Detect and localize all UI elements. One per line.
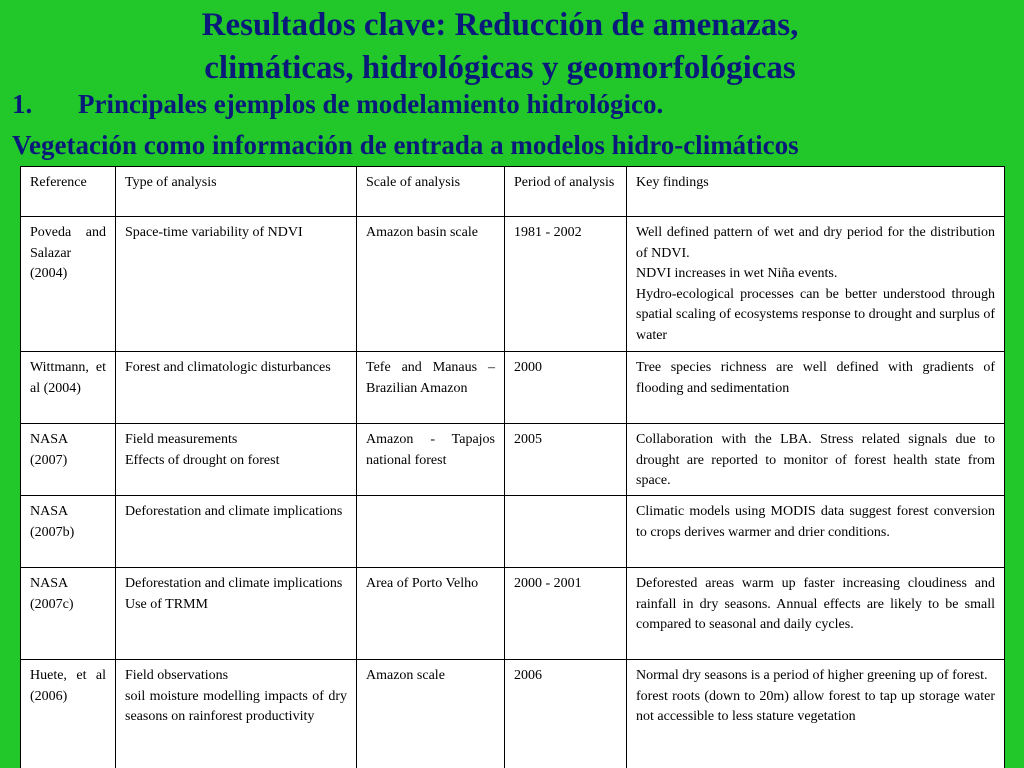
findings-cell [627, 352, 1005, 424]
findings-cell-line: Deforested areas warm up faster increasing cloudiness and rainfall in dry seasons. Annual effects are likely to be small compared to seasonal and daily cycles. [636, 576, 995, 632]
table-row [21, 496, 1005, 568]
title-line-1: Resultados clave: Reducción de amenazas, [201, 7, 799, 43]
scale-cell: Area of Porto Velho [357, 568, 505, 660]
findings-cell [627, 424, 1005, 496]
header-period: Period of analysis [505, 167, 627, 217]
type-cell-line: Effects of drought on forest [125, 452, 280, 468]
subtitle-1 [12, 87, 663, 121]
period-cell: 1981 - 2002 [505, 217, 627, 352]
type-cell [116, 568, 357, 660]
subtitle-1-number: 1. [12, 89, 33, 119]
type-cell-line: Deforestation and climate implications [125, 504, 343, 519]
period-cell: 2000 - 2001 [505, 568, 627, 660]
reference-cell: Huete, et al (2006) [21, 660, 116, 768]
table-row [21, 424, 1005, 496]
scale-cell: Amazon - Tapajos national forest [357, 424, 505, 496]
type-cell [116, 217, 357, 352]
findings-cell-line: Tree species richness are well defined with gradients of flooding and sedimentation [636, 360, 995, 396]
findings-cell-line: Climatic models using MODIS data suggest forest conversion to crops derives warmer and drier conditions. [636, 504, 995, 540]
findings-cell-line: Hydro-ecological processes can be better understood through spatial scaling of ecosystems response to drought and surplus of water [636, 286, 995, 343]
scale-cell: Tefe and Manaus – Brazilian Amazon [357, 352, 505, 424]
table-row [21, 568, 1005, 660]
type-cell [116, 660, 357, 768]
findings-cell-line: forest roots (down to 20m) allow forest to tap up storage water not accessible to less stature vegetation [636, 688, 995, 724]
subtitle-1-text: Principales ejemplos de modelamiento hidrológico. [78, 89, 664, 119]
reference-table [20, 166, 1005, 768]
findings-cell [627, 568, 1005, 660]
findings-cell-line: Well defined pattern of wet and dry period for the distribution of NDVI. [636, 225, 995, 261]
type-cell-line: Forest and climatologic disturbances [125, 360, 331, 375]
period-cell: 2006 [505, 660, 627, 768]
reference-cell: Wittmann, et al (2004) [21, 352, 116, 424]
period-cell: 2005 [505, 424, 627, 496]
slide-title [0, 4, 1000, 90]
scale-cell: Amazon scale [357, 660, 505, 768]
findings-cell-line: Normal dry seasons is a period of higher greening up of forest. [636, 668, 988, 683]
type-cell-line: soil moisture modelling impacts of dry seasons on rainforest productivity [125, 688, 347, 724]
type-cell [116, 352, 357, 424]
reference-cell: NASA (2007c) [21, 568, 116, 660]
type-cell [116, 496, 357, 568]
type-cell [116, 424, 357, 496]
header-scale: Scale of analysis [357, 167, 505, 217]
findings-cell-line: NDVI increases in wet Niña events. [636, 266, 838, 281]
reference-cell: NASA (2007) [21, 424, 116, 496]
findings-cell [627, 496, 1005, 568]
header-findings: Key findings [627, 167, 1005, 217]
table-row [21, 352, 1005, 424]
type-cell-line: Deforestation and climate implications [125, 576, 343, 591]
period-cell [505, 496, 627, 568]
findings-cell-line: Collaboration with the LBA. Stress related signals due to drought are reported to monitor of forest health state from space. [636, 432, 995, 488]
subtitle-2: Vegetación como información de entrada a modelos hidro-climáticos [12, 130, 799, 160]
scale-cell: Amazon basin scale [357, 217, 505, 352]
type-cell-line: Field observations [125, 668, 229, 683]
header-type: Type of analysis [116, 167, 357, 217]
title-line-2: climáticas, hidrológicas y geomorfológicas [204, 50, 796, 86]
findings-cell [627, 660, 1005, 768]
table-row [21, 217, 1005, 352]
table-header-row [21, 167, 1005, 217]
reference-cell: Poveda and Salazar (2004) [21, 217, 116, 352]
type-cell-line: Use of TRMM [125, 596, 208, 612]
period-cell: 2000 [505, 352, 627, 424]
type-cell-line: Space-time variability of NDVI [125, 225, 303, 240]
reference-cell: NASA (2007b) [21, 496, 116, 568]
table-row [21, 660, 1005, 768]
scale-cell [357, 496, 505, 568]
findings-cell [627, 217, 1005, 352]
header-reference: Reference [21, 167, 116, 217]
type-cell-line: Field measurements [125, 432, 238, 447]
